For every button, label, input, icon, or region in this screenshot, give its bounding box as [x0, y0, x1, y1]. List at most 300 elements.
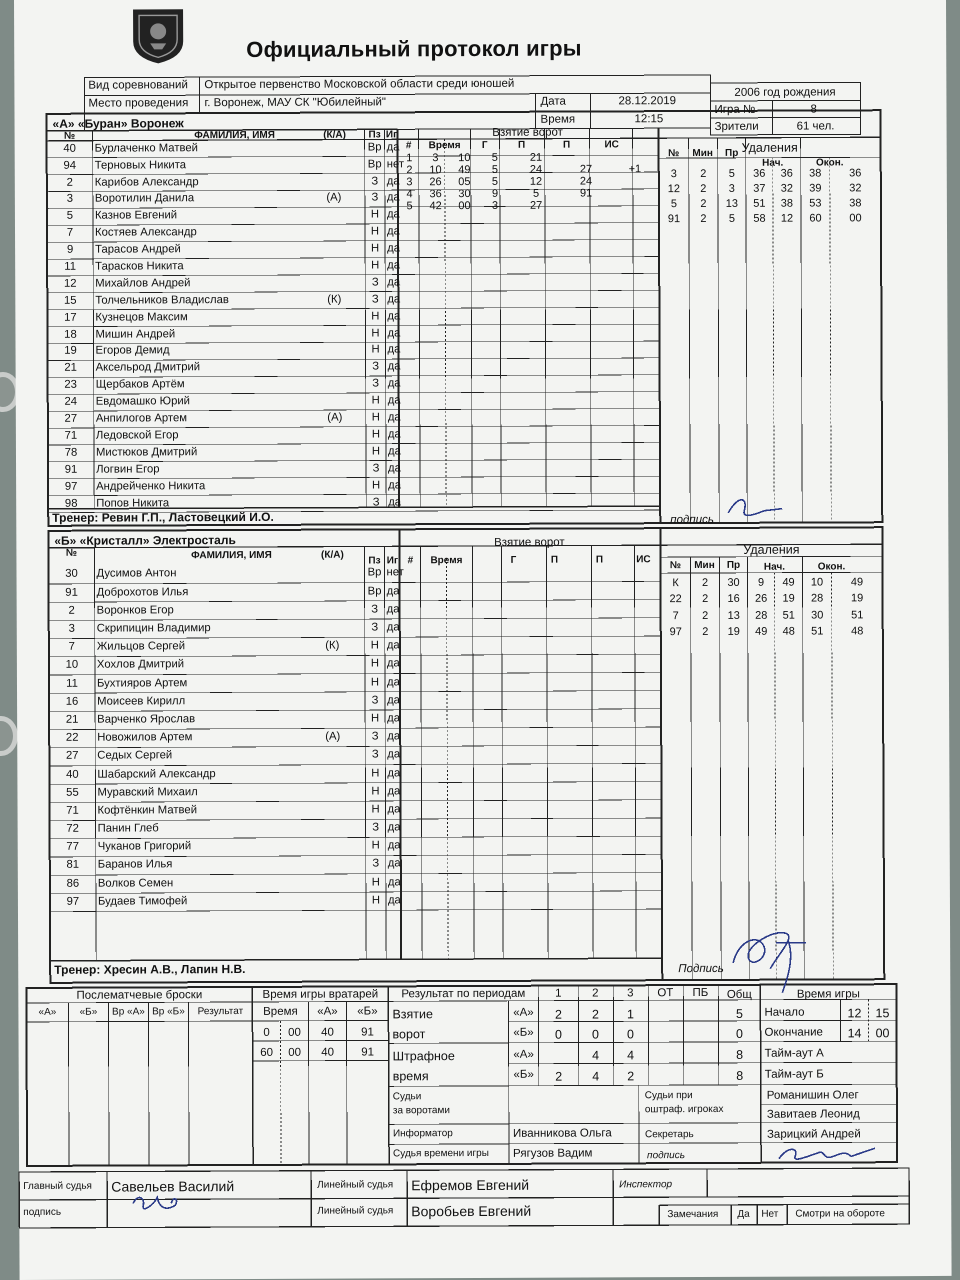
player-position: Вр — [367, 141, 382, 154]
goal-judges-label: Судьи за воротами — [392, 1091, 450, 1116]
col-time: Время — [428, 140, 461, 152]
player-row — [49, 619, 400, 639]
gk-s: 00 — [288, 1026, 301, 1039]
penalty-reason: 5 — [728, 167, 735, 180]
head-ref-sign-label: подпись — [23, 1206, 62, 1218]
player-number: 9 — [66, 243, 74, 256]
goal-number: 1 — [406, 151, 413, 164]
gk-b: 91 — [361, 1046, 375, 1059]
penalty-minutes: 2 — [701, 576, 709, 589]
penalty-judge-1: Романишин Олег — [766, 1089, 859, 1102]
b-col-p1: П — [550, 554, 559, 566]
player-position: З — [371, 174, 379, 188]
player-position: Н — [370, 242, 380, 255]
pb-header: ПБ — [692, 986, 709, 1000]
player-row — [48, 393, 401, 411]
penalty-reason: 3 — [728, 182, 735, 195]
player-name: Аксельрод Дмитрий — [95, 361, 201, 375]
goal-number: 2 — [406, 163, 413, 176]
goal-minute: 26 — [429, 175, 442, 188]
remarks-no: Нет — [761, 1208, 779, 1220]
player-name: Бухтияров Артем — [96, 676, 188, 690]
captain-mark: (К) — [327, 293, 342, 306]
captain-mark — [303, 342, 365, 359]
player-position: Н — [371, 876, 380, 889]
player-number: 21 — [65, 713, 79, 726]
player-number: 3 — [66, 193, 74, 206]
player-played: да — [387, 343, 401, 356]
goal-assist-2 — [561, 199, 611, 211]
penalty-end-min: 28 — [810, 592, 824, 605]
player-row — [50, 837, 401, 857]
timeout-a-label: Тайм-аут А — [764, 1047, 824, 1060]
goal-assist-2: 24 — [579, 174, 593, 188]
penalty-start-sec: 51 — [782, 609, 795, 622]
captain-mark: (К) — [325, 639, 340, 652]
player-number: 71 — [64, 429, 78, 442]
goal-second: 00 — [458, 199, 471, 212]
protocol-sheet — [14, 0, 952, 1280]
player-played: да — [388, 462, 401, 475]
player-name: Воротилин Данила — [94, 192, 195, 206]
penalty-reason: 16 — [727, 593, 740, 606]
pim-a-cell: 8 — [736, 1047, 744, 1062]
goal-number: 4 — [406, 187, 413, 200]
player-position: Вр — [367, 566, 382, 579]
player-played: да — [387, 894, 401, 907]
captain-mark — [304, 443, 366, 460]
player-played: да — [387, 428, 401, 441]
penalty-end-min: 39 — [809, 182, 822, 195]
player-position: Н — [371, 894, 381, 907]
penalty-end-sec: 00 — [849, 212, 862, 225]
team-b-coach: Тренер: Хресин А.В., Лапин Н.В. — [54, 961, 246, 977]
penalty-row — [659, 166, 881, 182]
goal-scorer: 3 — [491, 199, 499, 212]
line-ref-1-label: Линейный судья — [317, 1179, 394, 1191]
team-b-name: «Б» «Кристалл» Электросталь — [54, 533, 236, 548]
captain-mark — [304, 376, 366, 393]
player-name: Толчельников Владислав — [95, 293, 229, 307]
penalty-start-sec: 36 — [780, 167, 793, 180]
gk-b: 91 — [361, 1026, 374, 1039]
player-played: да — [387, 394, 401, 407]
end-hour: 14 — [847, 1026, 862, 1041]
player-position: Н — [370, 639, 379, 652]
player-position: З — [372, 857, 380, 870]
ot-header: ОТ — [657, 987, 674, 1000]
goals-a-cell: 2 — [554, 1007, 562, 1022]
captain-mark — [303, 275, 365, 292]
player-played: да — [387, 839, 401, 852]
player-number: 72 — [66, 822, 79, 835]
player-name: Костяев Александр — [94, 226, 197, 239]
player-position: З — [371, 603, 379, 616]
b-pen-col-no: № — [669, 560, 682, 572]
player-name: Андрейченко Никита — [96, 479, 206, 493]
player-position: З — [371, 191, 379, 204]
captain-mark — [300, 710, 365, 728]
player-number: 27 — [65, 750, 79, 763]
player-row — [49, 655, 400, 675]
player-number: 19 — [64, 345, 77, 358]
time-value: 12:15 — [634, 113, 664, 126]
inspector-label: Инспектор — [619, 1179, 673, 1191]
line-ref-1-name: Ефремов Евгений — [411, 1176, 530, 1194]
venue-label: Место проведения — [88, 97, 189, 110]
player-position: Н — [370, 675, 380, 689]
competition-value: Открытое первенство Московской области среди юношей — [204, 77, 515, 92]
player-number: 11 — [66, 677, 78, 690]
goals-a-cell: 5 — [735, 1006, 743, 1021]
player-played: да — [387, 326, 401, 339]
player-number: 97 — [64, 480, 78, 493]
player-row — [49, 692, 400, 712]
player-number: 17 — [64, 311, 77, 324]
goal-row — [398, 175, 659, 188]
player-played: да — [386, 639, 400, 652]
player-played: да — [387, 694, 400, 707]
player-played: да — [387, 875, 401, 889]
remarks-yes: Да — [737, 1208, 750, 1220]
captain-mark — [300, 783, 365, 801]
player-played: да — [386, 675, 400, 688]
col-pz: Пз — [368, 129, 381, 141]
captain-mark — [303, 241, 365, 258]
b-penalties-title: Удаления — [743, 542, 800, 557]
b-col-is: ИС — [636, 554, 651, 566]
player-played: да — [386, 191, 400, 204]
goals-b-cell: 0 — [627, 1027, 635, 1042]
player-name: Жильцов Сергей — [96, 640, 186, 653]
player-position: З — [372, 360, 380, 373]
goal-assist-2 — [561, 151, 611, 163]
player-name: Новожилов Артем — [97, 731, 193, 744]
gk-m: 60 — [260, 1046, 274, 1059]
player-row — [49, 601, 400, 621]
player-row — [49, 764, 400, 784]
player-row — [47, 274, 400, 292]
penalty-minutes: 2 — [700, 182, 707, 196]
player-row — [47, 173, 400, 191]
penalty-end-min: 38 — [809, 167, 822, 180]
penalty-start-sec: 12 — [780, 212, 794, 225]
start-label: Начало — [764, 1006, 805, 1019]
player-position: Н — [371, 327, 380, 340]
player-played: да — [387, 730, 401, 743]
secretary-label: Секретарь — [644, 1129, 694, 1141]
player-number: 40 — [66, 768, 79, 781]
player-row — [48, 564, 399, 584]
player-name: Дусимов Антон — [96, 567, 177, 581]
venue-value: г. Воронеж, МАУ СК "Юбилейный" — [204, 96, 387, 110]
pim-a-cell: 4 — [592, 1048, 600, 1063]
penalty-start-min: 26 — [754, 592, 768, 606]
captain-mark — [300, 583, 365, 601]
penalty-end-sec: 49 — [850, 576, 864, 589]
captain-mark — [300, 601, 365, 619]
col-ig: Иг — [385, 129, 398, 141]
period-2-header: 2 — [592, 987, 599, 1000]
team-a-goals — [398, 151, 659, 212]
so-col-vra: Вр «А» — [111, 1006, 145, 1018]
goals-label-2: ворот — [392, 1027, 426, 1042]
b-pen-col-start: Нач. — [763, 561, 786, 573]
gk-a: 40 — [321, 1026, 334, 1039]
player-name: Казнов Евгений — [94, 209, 178, 223]
captain-mark — [300, 765, 365, 783]
timekeeper-name: Рягузов Вадим — [513, 1147, 593, 1160]
player-row — [48, 359, 401, 377]
penalty-row — [661, 574, 883, 591]
player-number: 77 — [66, 840, 80, 854]
spectators-label: Зрители — [714, 120, 759, 133]
col-p1: П — [518, 139, 526, 151]
date-label: Дата — [540, 95, 566, 108]
goals-b-cell: 0 — [736, 1026, 744, 1041]
col-g: Г — [481, 139, 488, 151]
player-number: 23 — [64, 378, 77, 392]
player-row — [47, 207, 400, 225]
goal-assist-1: 5 — [533, 187, 540, 200]
player-row — [49, 637, 400, 657]
b-col-hash: # — [407, 555, 414, 567]
player-number: 55 — [66, 786, 79, 799]
player-name: Скрипицин Владимир — [96, 622, 211, 635]
player-name: Баранов Илья — [97, 858, 173, 872]
b-col-ig: Иг — [386, 555, 399, 567]
player-name: Будаев Тимофей — [97, 895, 188, 908]
total-header: Общ — [726, 988, 752, 1001]
b-col-time: Время — [430, 555, 463, 567]
gk-col-time: Время — [263, 1005, 298, 1018]
player-position: Н — [371, 310, 380, 323]
secretary-sign-label: подпись — [647, 1150, 685, 1162]
player-name: Воронков Егор — [96, 604, 174, 617]
penalty-end-min: 53 — [809, 197, 822, 210]
player-number: 11 — [64, 260, 77, 273]
goal-second: 05 — [458, 175, 471, 188]
player-position: З — [372, 377, 380, 390]
player-row — [48, 426, 401, 444]
player-name: Чуканов Григорий — [97, 840, 192, 853]
player-row — [47, 156, 400, 174]
player-position: Н — [371, 803, 380, 816]
goal-situation — [611, 187, 659, 199]
player-name: Логвин Егор — [96, 463, 160, 476]
penalties-title: Удаления — [741, 140, 798, 155]
player-row — [49, 746, 400, 766]
player-row — [50, 874, 401, 894]
player-position: Н — [371, 428, 381, 441]
b-col-ka: (К/А) — [321, 549, 344, 561]
player-number: 22 — [65, 731, 79, 744]
captain-mark — [301, 855, 366, 873]
gk-s: 00 — [288, 1046, 302, 1059]
penalty-row — [659, 196, 881, 212]
b-goals-title: Взятие ворот — [494, 536, 565, 549]
team-a-penalties — [659, 166, 881, 227]
player-position: Н — [371, 712, 380, 725]
player-name: Волков Семен — [97, 876, 174, 890]
pim-a-cell: 4 — [627, 1048, 635, 1063]
penalty-player: 91 — [667, 213, 681, 226]
goals-title: Взятие ворот — [492, 126, 563, 139]
penalty-player: К — [672, 576, 679, 589]
player-name: Попов Никита — [96, 496, 170, 510]
player-row — [47, 291, 400, 309]
player-number: 27 — [64, 412, 78, 425]
head-ref-name: Савельев Василий — [111, 1178, 235, 1195]
pim-b-cell: 2 — [555, 1069, 563, 1084]
player-played: да — [388, 478, 402, 491]
player-number: 2 — [68, 604, 75, 617]
secretary-name: Зарицкий Андрей — [766, 1128, 861, 1141]
penalty-row — [661, 591, 883, 608]
pim-b-cell: 8 — [736, 1068, 744, 1083]
penalty-start-sec: 19 — [782, 592, 795, 605]
penalty-reason: 19 — [727, 626, 740, 639]
goal-situation — [611, 199, 659, 211]
informer-label: Информатор — [392, 1128, 453, 1140]
penalty-player: 12 — [667, 183, 680, 196]
player-position: Н — [371, 411, 380, 424]
game-time-title: Время игры — [796, 988, 860, 1001]
penalty-end-min: 51 — [811, 625, 824, 638]
player-name: Седых Сергей — [97, 749, 173, 762]
start-hour: 12 — [847, 1006, 862, 1021]
player-row — [47, 342, 400, 360]
game-label: Игра № — [714, 103, 756, 116]
player-number: 12 — [63, 277, 77, 290]
penalty-end-sec: 48 — [851, 625, 864, 638]
player-position: Н — [371, 785, 380, 798]
team-a-name: «А» «Буран» Воронеж — [52, 116, 184, 131]
b-pen-col-min: Мин — [694, 559, 715, 572]
goal-row — [398, 151, 659, 164]
goal-scorer: 9 — [491, 187, 499, 200]
player-number: 91 — [65, 586, 78, 599]
b-col-pz: Пз — [368, 555, 381, 567]
see-back-note: Смотри на обороте — [795, 1208, 885, 1220]
penalty-start-sec: 49 — [782, 576, 795, 589]
player-name: Муравский Михаил — [97, 785, 198, 799]
captain-mark — [300, 692, 365, 710]
col-is: ИС — [604, 139, 619, 151]
player-row — [47, 224, 400, 242]
player-played: да — [387, 411, 401, 424]
penalty-start-sec: 48 — [782, 625, 795, 638]
b-pen-col-end: Окон. — [817, 561, 846, 573]
penalty-end-min: 60 — [809, 212, 822, 225]
penalty-minutes: 2 — [702, 609, 709, 622]
captain-mark — [303, 173, 365, 190]
player-played: да — [387, 445, 401, 458]
player-number: 24 — [64, 395, 78, 408]
player-position: Н — [370, 225, 380, 238]
player-played: да — [387, 259, 401, 272]
goal-assist-1: 21 — [529, 151, 543, 164]
player-row — [49, 710, 400, 730]
goal-number: 3 — [406, 175, 413, 188]
captain-mark — [304, 494, 366, 511]
b-col-p2: П — [595, 554, 604, 566]
captain-mark — [300, 674, 365, 692]
timeout-b-label: Тайм-аут Б — [764, 1068, 824, 1081]
player-row — [50, 855, 401, 875]
team-a-sign-label: подпись — [670, 513, 714, 527]
so-col-res: Результат — [197, 1006, 244, 1018]
penalty-minutes: 2 — [702, 626, 709, 639]
player-number: 98 — [64, 497, 78, 510]
penalty-end-sec: 38 — [849, 197, 862, 210]
player-name: Доброхотов Илья — [96, 585, 189, 599]
captain-mark — [303, 224, 365, 241]
player-name: Мишин Андрей — [95, 327, 176, 341]
captain-mark — [300, 619, 365, 637]
captain-mark — [301, 819, 366, 837]
player-played: да — [386, 141, 400, 154]
penalty-end-sec: 19 — [850, 592, 864, 605]
player-number: 7 — [66, 226, 74, 240]
end-label: Окончание — [764, 1026, 823, 1039]
penalty-start-min: 37 — [753, 182, 766, 195]
page-title: Официальный протокол игры — [246, 35, 582, 62]
date-value: 28.12.2019 — [618, 95, 677, 108]
player-number: 3 — [68, 622, 75, 635]
player-name: Хохлов Дмитрий — [96, 658, 185, 672]
competition-label: Вид соревнований — [88, 79, 188, 92]
player-number: 97 — [66, 895, 80, 908]
player-played: нет — [386, 157, 405, 171]
goal-situation — [611, 175, 659, 187]
goal-minute: 3 — [432, 151, 439, 164]
captain-mark — [304, 427, 366, 444]
captain-mark — [304, 393, 366, 410]
captain-mark — [300, 801, 365, 819]
penalty-start-sec: 32 — [780, 182, 793, 195]
player-played: да — [386, 174, 400, 187]
goal-situation: +1 — [628, 162, 642, 175]
b-col-name: ФАМИЛИЯ, ИМЯ — [191, 549, 272, 562]
captain-mark — [299, 564, 364, 582]
penalty-row — [659, 181, 881, 197]
captain-mark — [303, 325, 365, 342]
player-number: 81 — [66, 859, 80, 872]
player-row — [48, 443, 401, 461]
goal-situation — [611, 151, 659, 163]
penalty-minutes: 2 — [702, 593, 709, 606]
gk-m: 0 — [263, 1026, 270, 1039]
player-number: 91 — [64, 463, 78, 476]
penalty-judges-label: Судьи при оштраф. игроках — [644, 1090, 724, 1115]
player-name: Тарасков Никита — [95, 260, 184, 273]
player-position: Н — [371, 839, 380, 852]
player-played: нет — [386, 566, 404, 579]
player-row — [48, 477, 401, 495]
penalty-end-sec: 32 — [849, 182, 862, 195]
player-name: Варченко Ярослав — [97, 713, 196, 726]
player-number: 94 — [63, 159, 77, 172]
player-row — [47, 325, 400, 343]
pim-label-2: время — [392, 1069, 429, 1084]
player-row — [47, 190, 400, 208]
goals-row-b-label: «Б» — [513, 1026, 534, 1039]
captain-mark — [303, 308, 365, 325]
goals-label-1: Взятие — [392, 1007, 433, 1022]
b-col-no: № — [65, 547, 78, 559]
captain-mark: (А) — [325, 730, 341, 743]
